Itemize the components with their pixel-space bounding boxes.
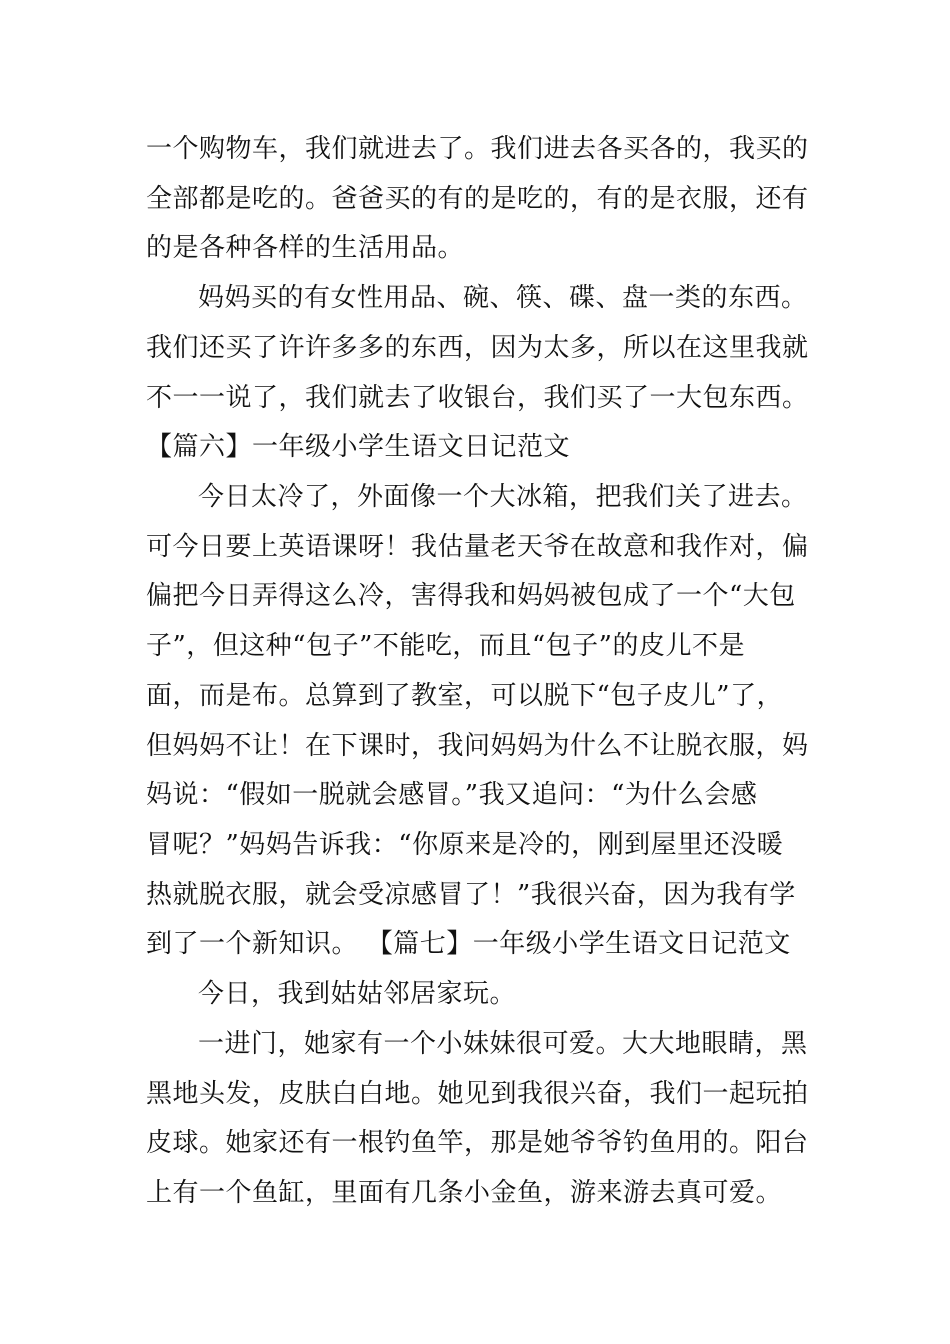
text-line: 子”，但这种“包子”不能吃，而且“包子”的皮儿不是 [146,631,745,661]
text-line: 我们还买了许许多多的东西，因为太多，所以在这里我就 [146,333,809,363]
paragraph-first-line: 一进门，她家有一个小妹妹很可爱。大大地眼睛，黑 [198,1029,808,1059]
text-line: 一个购物车，我们就进去了。我们进去各买各的，我买的 [146,134,809,164]
text-line-with-heading: 到了一个新知识。 【篇七】一年级小学生语文日记范文 [146,929,791,959]
text-line: 妈说：“假如一脱就会感冒。”我又追问：“为什么会感 [146,780,758,810]
text-line: 面，而是布。总算到了教室，可以脱下“包子皮儿”了， [146,681,784,711]
text-line: 上有一个鱼缸，里面有几条小金鱼，游来游去真可爱。 [146,1178,783,1208]
paragraph-first-line: 今日太冷了，外面像一个大冰箱，把我们关了进去。 [198,482,808,512]
text-line: 的是各种各样的生活用品。 [146,233,465,263]
text-line: 偏把今日弄得这么冷，害得我和妈妈被包成了一个“大包 [146,581,796,611]
text-line: 但妈妈不让！在下课时，我问妈妈为什么不让脱衣服，妈 [146,731,809,761]
section-heading: 【篇六】一年级小学生语文日记范文 [146,432,571,462]
text-line: 可今日要上英语课呀！我估量老天爷在故意和我作对，偏 [146,532,809,562]
paragraph-first-line: 妈妈买的有女性用品、碗、筷、碟、盘一类的东西。 [198,283,808,313]
paragraph-first-line: 今日，我到姑姑邻居家玩。 [198,979,517,1009]
text-line: 热就脱衣服，就会受凉感冒了！”我很兴奋，因为我有学 [146,880,796,910]
text-line: 冒呢？”妈妈告诉我：“你原来是冷的，刚到屋里还没暖 [146,830,784,860]
text-line: 黑地头发，皮肤白白地。她见到我很兴奋，我们一起玩拍 [146,1079,809,1109]
text-line: 皮球。她家还有一根钓鱼竿，那是她爷爷钓鱼用的。阳台 [146,1128,809,1158]
text-line: 全部都是吃的。爸爸买的有的是吃的，有的是衣服，还有 [146,184,809,214]
text-line: 不一一说了，我们就去了收银台，我们买了一大包东西。 [146,383,809,413]
